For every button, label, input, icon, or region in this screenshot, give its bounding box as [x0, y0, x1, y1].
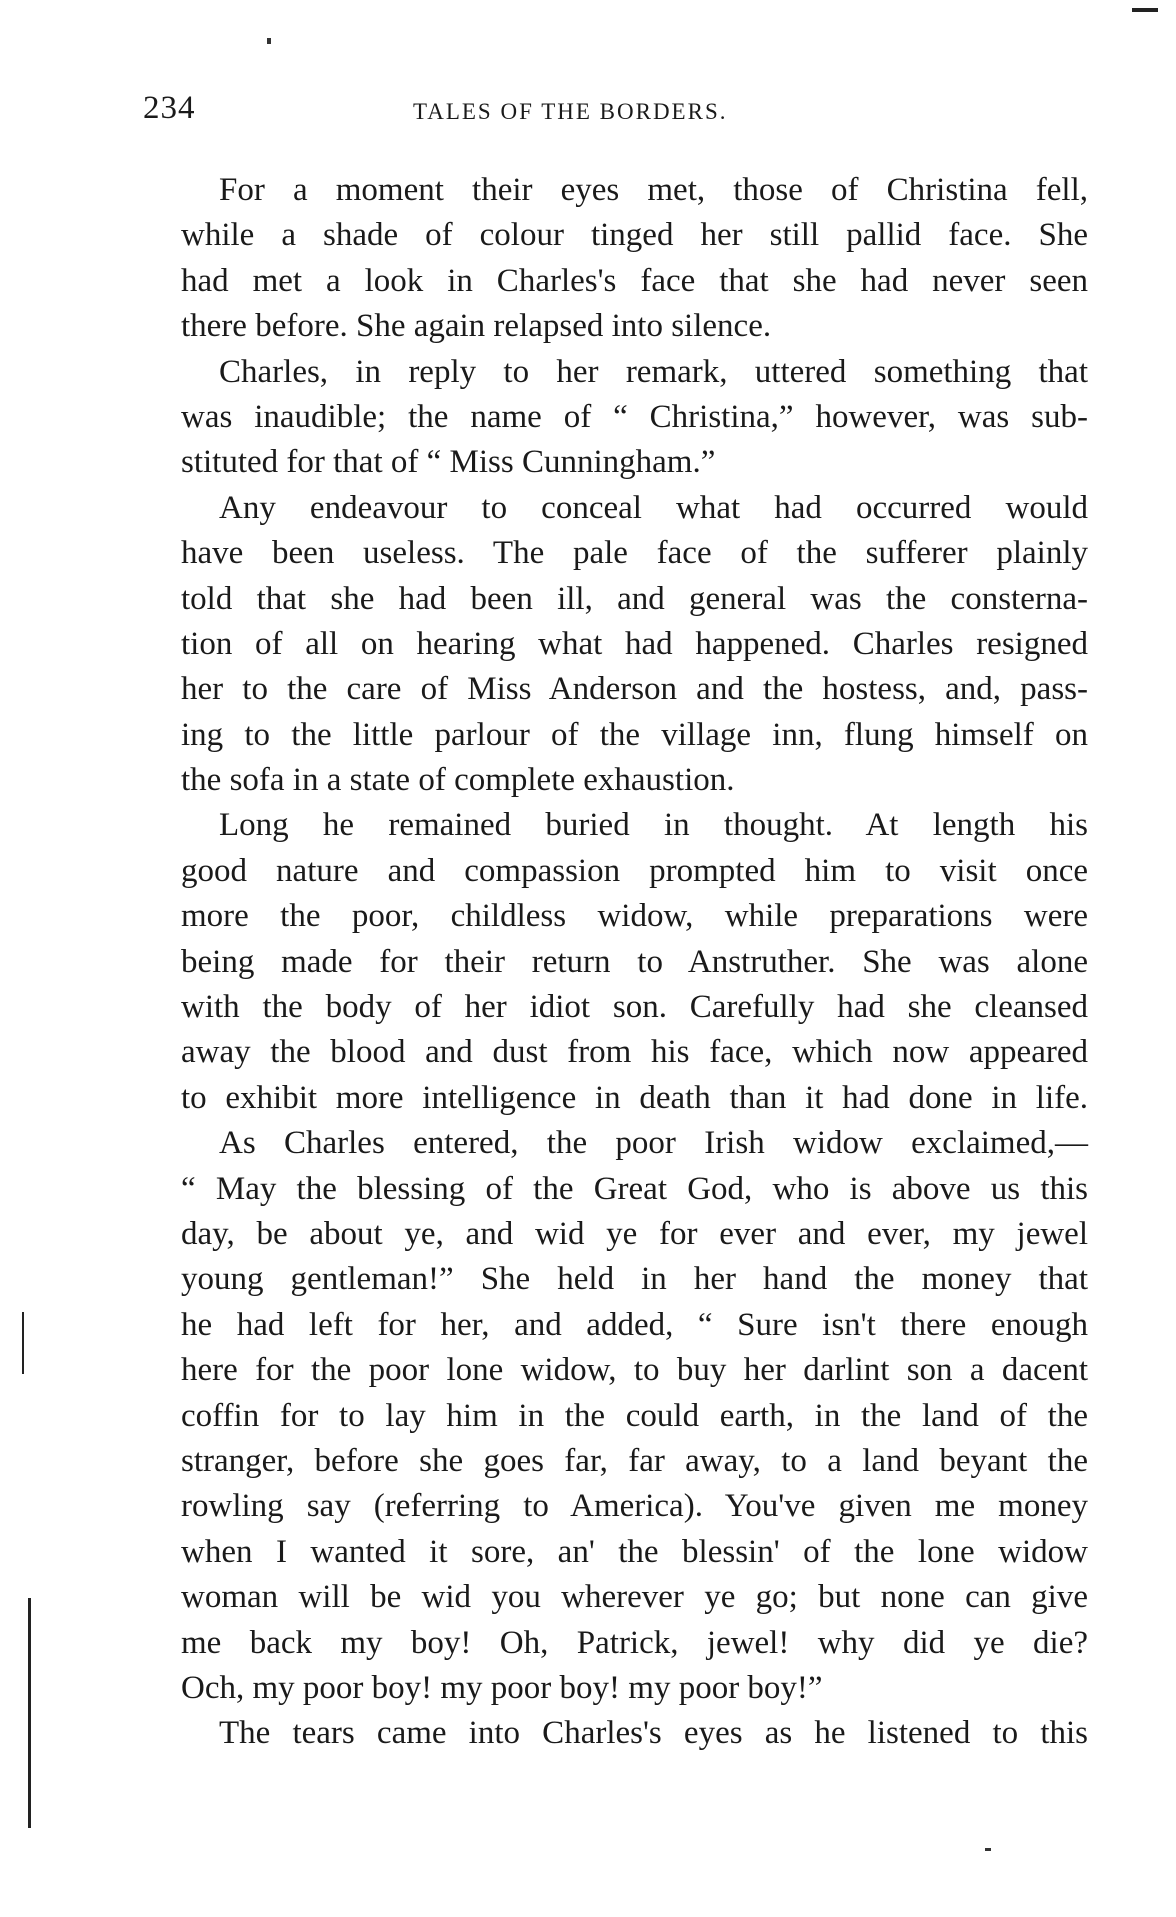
scan-speck [985, 1848, 991, 1851]
text-line: with the body of her idiot son. Carefully had she cleansed [181, 989, 1088, 1026]
text-line: there before. She again relapsed into silence. [181, 308, 772, 345]
page-number: 234 [143, 90, 196, 126]
text-line: young gentleman!” She held in her hand the money that [181, 1261, 1088, 1298]
text-line: good nature and compassion prompted him to visit once [181, 852, 1088, 889]
text-line: stranger, before she goes far, far away, to a land beyant the [181, 1442, 1088, 1479]
paragraph [143, 350, 1088, 486]
text-line: “ May the blessing of the Great God, who is above us this [181, 1170, 1088, 1207]
paragraph [143, 1711, 1088, 1756]
text-line: being made for their return to Anstruther. She was alone [181, 943, 1088, 980]
scan-mark [1132, 8, 1158, 12]
text-line: Long he remained buried in thought. At length his [219, 807, 1088, 844]
text-line: Any endeavour to conceal what had occurred would [219, 489, 1088, 526]
text-line: have been useless. The pale face of the sufferer plainly [181, 535, 1088, 572]
text-line: he had left for her, and added, “ Sure isn't there enough [181, 1306, 1088, 1343]
text-line: me back my boy! Oh, Patrick, jewel! why did ye die? [181, 1624, 1088, 1661]
text-line: For a moment their eyes met, those of Christina fell, [219, 172, 1088, 208]
text-line: the sofa in a state of complete exhaustion. [181, 762, 735, 799]
text-line: woman will be wid you wherever ye go; but none can give [181, 1579, 1088, 1616]
text-line: stituted for that of “ Miss Cunningham.” [181, 444, 716, 481]
text-line: rowling say (referring to America). You've given me money [181, 1488, 1088, 1525]
scan-speck [267, 38, 271, 44]
text-line: more the poor, childless widow, while preparations were [181, 898, 1088, 935]
scan-margin-line [22, 1312, 24, 1374]
text-line: coffin for to lay him in the could earth, in the land of the [181, 1397, 1088, 1434]
text-line: Charles, in reply to her remark, uttered something that [219, 353, 1088, 390]
text-line: tion of all on hearing what had happened. Charles resigned [181, 625, 1088, 662]
text-line: to exhibit more intelligence in death than it had done in life. [181, 1079, 1088, 1116]
text-line: was inaudible; the name of “ Christina,” however, was sub- [181, 398, 1088, 435]
page-header [143, 90, 1088, 130]
text-line: As Charles entered, the poor Irish widow exclaimed,— [219, 1125, 1088, 1162]
text-line: The tears came into Charles's eyes as he listened to this [219, 1715, 1088, 1752]
scan-margin-line [28, 1598, 31, 1828]
text-line: her to the care of Miss Anderson and the hostess, and, pass- [181, 671, 1088, 708]
body-text [143, 168, 1088, 1757]
text-line: away the blood and dust from his face, which now appeared [181, 1034, 1088, 1071]
running-head: TALES OF THE BORDERS. [413, 99, 728, 124]
text-line: told that she had been ill, and general was the consterna- [181, 580, 1088, 617]
text-line: day, be about ye, and wid ye for ever and ever, my jewel [181, 1215, 1088, 1252]
text-line: here for the poor lone widow, to buy her darlint son a dacent [181, 1352, 1088, 1389]
paragraph [143, 803, 1088, 1121]
text-line: while a shade of colour tinged her still pallid face. She [181, 217, 1088, 254]
text-line: Och, my poor boy! my poor boy! my poor boy!” [181, 1669, 823, 1706]
paragraph [143, 1121, 1088, 1711]
text-line: ing to the little parlour of the village inn, flung himself on [181, 716, 1088, 753]
paragraph [143, 486, 1088, 804]
text-line: had met a look in Charles's face that she had never seen [181, 262, 1088, 299]
text-line: when I wanted it sore, an' the blessin' of the lone widow [181, 1533, 1088, 1570]
paragraph [143, 168, 1088, 350]
